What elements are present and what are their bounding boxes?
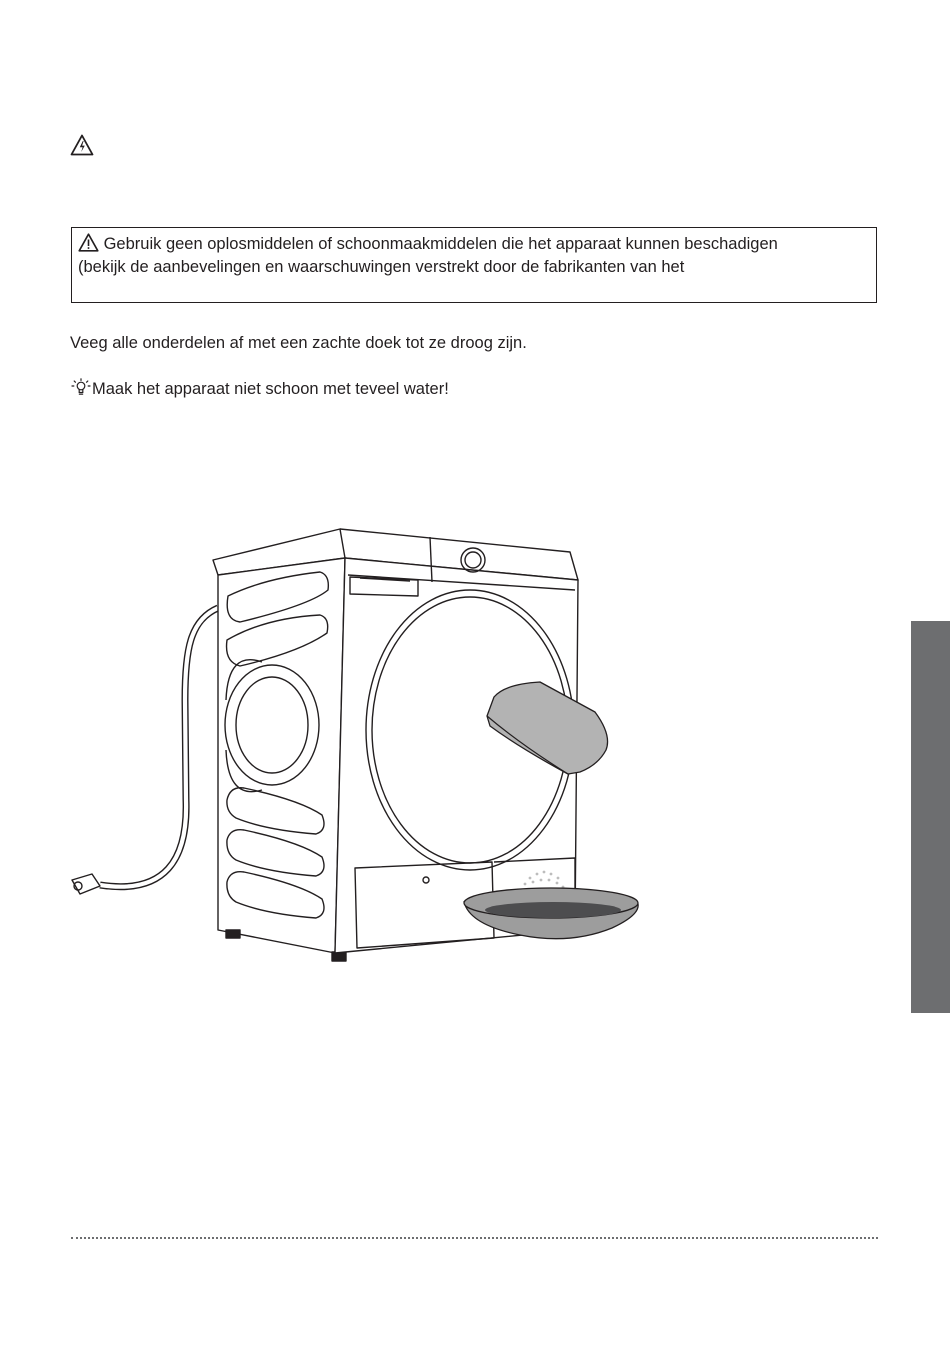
warning-text-line-1: Gebruik geen oplosmiddelen of schoonmaakmiddelen die het apparaat kunnen beschadigen [103,235,778,253]
tip-text: Maak het apparaat niet schoon met teveel water! [92,380,449,398]
tip-line [70,378,449,399]
electric-shock-warning-icon [70,134,94,156]
warning-triangle-icon [78,233,99,252]
warning-text-line-2: (bekijk de aanbevelingen en waarschuwingen verstrekt door de fabrikanten van het [78,258,685,276]
footer-dotted-rule [71,1237,878,1239]
dryer-cleaning-illustration [60,520,660,980]
warning-line-1 [78,233,870,256]
chapter-side-tab [911,621,950,1013]
lightbulb-icon [70,378,92,398]
warning-box [71,227,877,303]
instruction-text: Veeg alle onderdelen af met een zachte doek tot ze droog zijn. [70,334,527,352]
